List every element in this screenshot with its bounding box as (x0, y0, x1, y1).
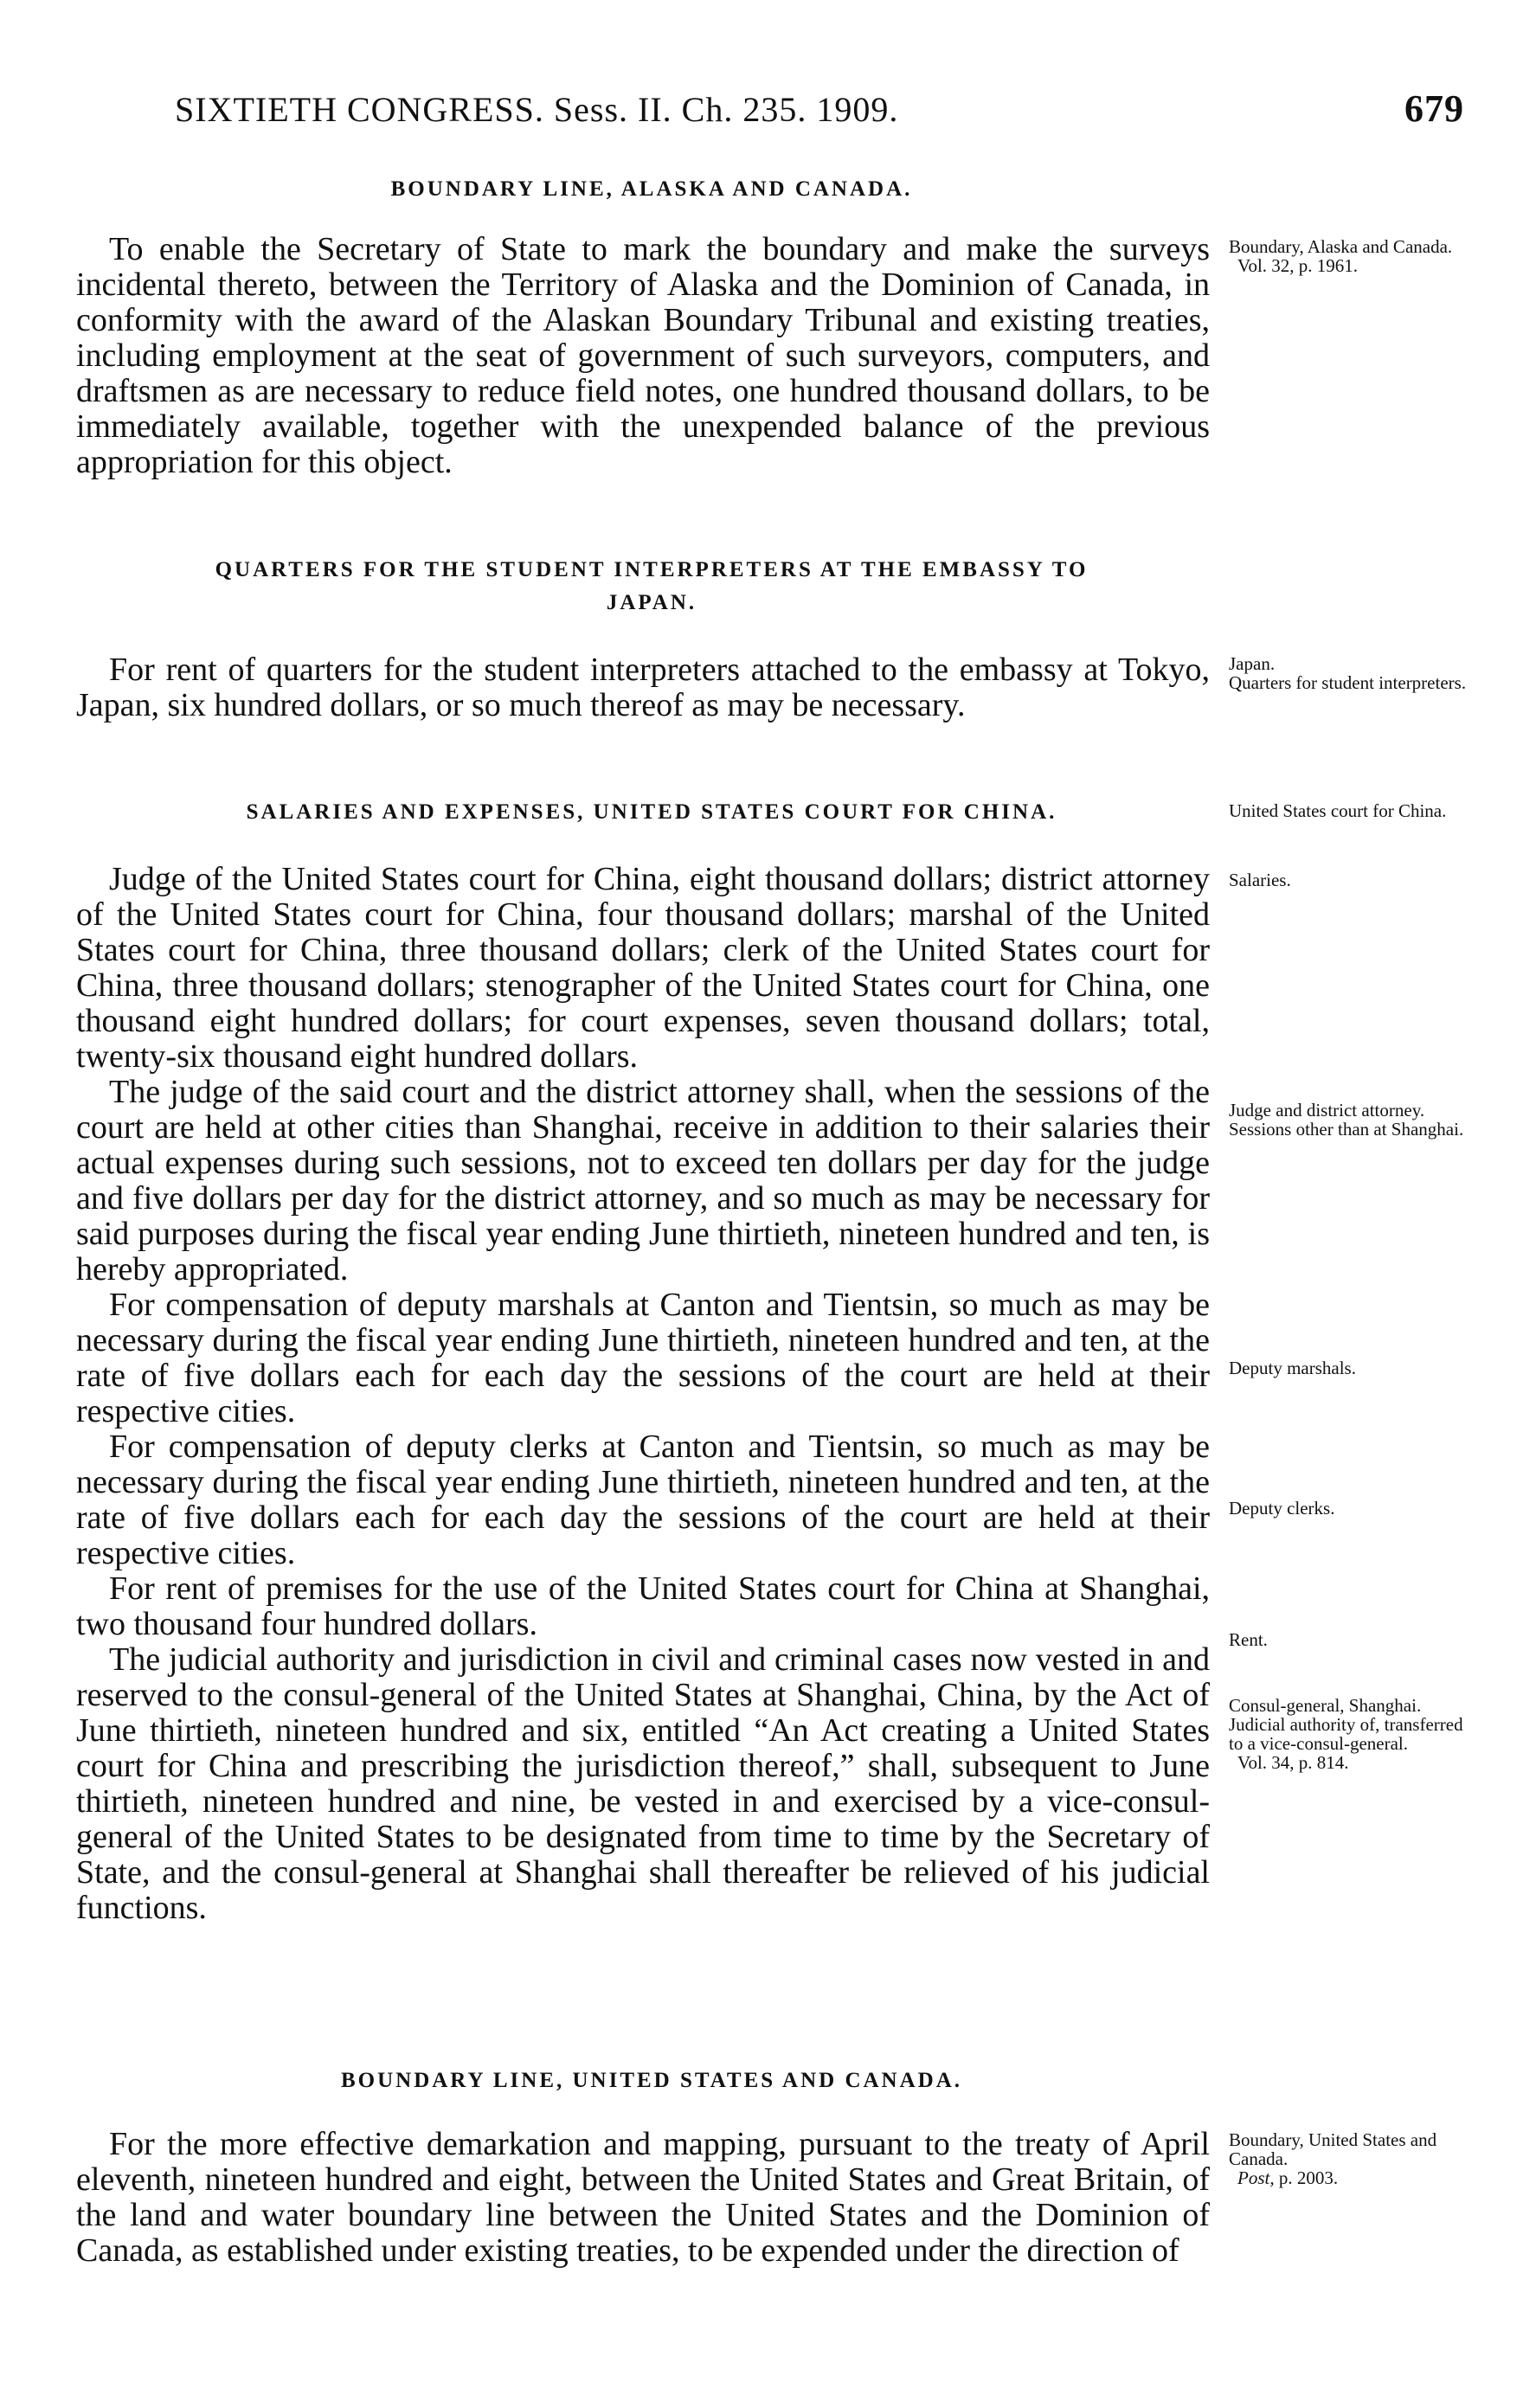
margin-note-ref-page: p. 2003. (1278, 2167, 1339, 2188)
margin-note-ref-italic: Post, (1237, 2167, 1275, 2188)
margin-note-alaska-canada (1229, 237, 1471, 275)
margin-note-head: Rent. (1229, 1629, 1268, 1650)
margin-note-head: Boundary, United States and Canada. (1229, 2129, 1437, 2169)
margin-note-china-court (1229, 801, 1471, 820)
margin-note-japan (1229, 654, 1471, 692)
section-body-china-court (76, 862, 1210, 1926)
paragraph: Judge of the United States court for China, eight thousand dollars; district attorney of the United States court for China, four thousand dollars; marshal of the United States court for China, three thousand dollars; clerk of the United States court for China, three thousand dollars; stenographer of the United States court for China, one thousand eight hundred dollars; for court expenses, seven thousand dollars; total, twenty-six thousand eight hundred dollars. (76, 861, 1210, 1075)
margin-note-consul-general (1229, 1696, 1471, 1772)
paragraph: For rent of quarters for the student interpreters attached to the embassy at Tokyo, Japan, six hundred dollars, or so much thereof as may be necessary. (76, 652, 1210, 723)
section-body-alaska-canada (76, 232, 1210, 480)
section-title-us-canada: BOUNDARY LINE, UNITED STATES AND CANADA. (340, 2069, 963, 2092)
margin-note-judge-attorney (1229, 1101, 1471, 1139)
margin-note-us-canada (1229, 2130, 1471, 2187)
margin-note-head: Judge and district attorney. (1229, 1100, 1425, 1121)
section-title-china-court: SALARIES AND EXPENSES, UNITED STATES COURT FOR CHINA. (246, 800, 1057, 824)
paragraph: For rent of premises for the use of the United States court for China at Shanghai, two thousand four hundred dollars. (76, 1570, 1210, 1642)
paragraph: For compensation of deputy clerks at Canton and Tientsin, so much as may be necessary during the fiscal year ending June thirtieth, nineteen hundred and ten, at the rate of five dollars each for each day the sessions of the court are held at their respective cities. (76, 1429, 1210, 1571)
margin-note-head: Consul-general, Shanghai. (1229, 1695, 1422, 1716)
section-title-line: JAPAN. (606, 591, 697, 614)
margin-note-deputy-marshals (1229, 1358, 1471, 1377)
page-number: 679 (1404, 87, 1464, 130)
section-body-japan (76, 652, 1210, 723)
margin-note-ref: Vol. 32, p. 1961. (1237, 255, 1359, 276)
paragraph: The judge of the said court and the district attorney shall, when the sessions of the court are held at other cities than Shanghai, receive in addition to their salaries their actual expenses during such sessions, not to exceed ten dollars per day for the judge and five dollars per day for the district attorney, and so much as may be necessary for said purposes during the fiscal year ending June thirtieth, nineteen hundred and ten, is hereby appropriated. (76, 1074, 1210, 1287)
margin-note-ref: Vol. 34, p. 814. (1237, 1752, 1349, 1773)
paragraph: To enable the Secretary of State to mark the boundary and make the surveys incidental thereto, between the Territory of Alaska and the Dominion of Canada, in conformity with the award of the Alaskan Boundary Tribunal and existing treaties, including employment at the seat of government of such surveyors, computers, and draftsmen as are necessary to reduce field notes, one hundred thousand dollars, to be immediately available, together with the unexpended balance of the previous appropriation for this object. (76, 231, 1210, 480)
margin-note-sub: Sessions other than at Shanghai. (1229, 1119, 1464, 1140)
margin-note-head: Japan. (1229, 653, 1276, 674)
paragraph: The judicial authority and jurisdiction in civil and criminal cases now vested in and reserved to the consul-general of the United States at Shanghai, China, by the Act of June thirtieth, nineteen hundred and six, entitled “An Act creating a United States court for China and prescribing the jurisdiction thereof,” shall, subsequent to June thirtieth, nineteen hundred and nine, be vested in and exercised by a vice-consul-general of the United States to be designated from time to time by the Secretary of State, and the consul-general at Shanghai shall thereafter be relieved of his judicial functions. (76, 1641, 1210, 1926)
margin-note-head: Salaries. (1229, 870, 1291, 890)
section-title-japan (76, 554, 1227, 620)
section-body-us-canada (76, 2127, 1210, 2269)
running-header-title: SIXTIETH CONGRESS. Sess. II. Ch. 235. 1909. (175, 90, 899, 129)
paragraph: For the more effective demarkation and mapping, pursuant to the treaty of April eleventh, nineteen hundred and eight, between the United States and Great Britain, of the land and water boundary line between the United States and the Dominion of Canada, as established under existing treaties, to be expended under the direction of (76, 2126, 1210, 2269)
margin-note-rent (1229, 1630, 1471, 1649)
margin-note-ref (1229, 2168, 1471, 2187)
margin-note-head: Deputy clerks. (1229, 1498, 1335, 1519)
margin-note-deputy-clerks (1229, 1499, 1471, 1518)
margin-note-sub: Judicial authority of, transferred to a vice-consul-general. (1229, 1714, 1463, 1754)
margin-note-head: United States court for China. (1229, 800, 1447, 821)
margin-note-head: Deputy marshals. (1229, 1358, 1356, 1378)
section-title-line: QUARTERS FOR THE STUDENT INTERPRETERS AT THE EMBASSY TO (215, 558, 1089, 581)
running-header (175, 87, 1464, 131)
section-title-alaska-canada: BOUNDARY LINE, ALASKA AND CANADA. (390, 177, 913, 201)
margin-note-salaries (1229, 870, 1471, 889)
margin-note-sub: Quarters for student interpreters. (1229, 672, 1467, 693)
margin-note-head: Boundary, Alaska and Canada. (1229, 236, 1453, 257)
paragraph: For compensation of deputy marshals at Canton and Tientsin, so much as may be necessary during the fiscal year ending June thirtieth, nineteen hundred and ten, at the rate of five dollars each for each day the sessions of the court are held at their respective cities. (76, 1287, 1210, 1429)
